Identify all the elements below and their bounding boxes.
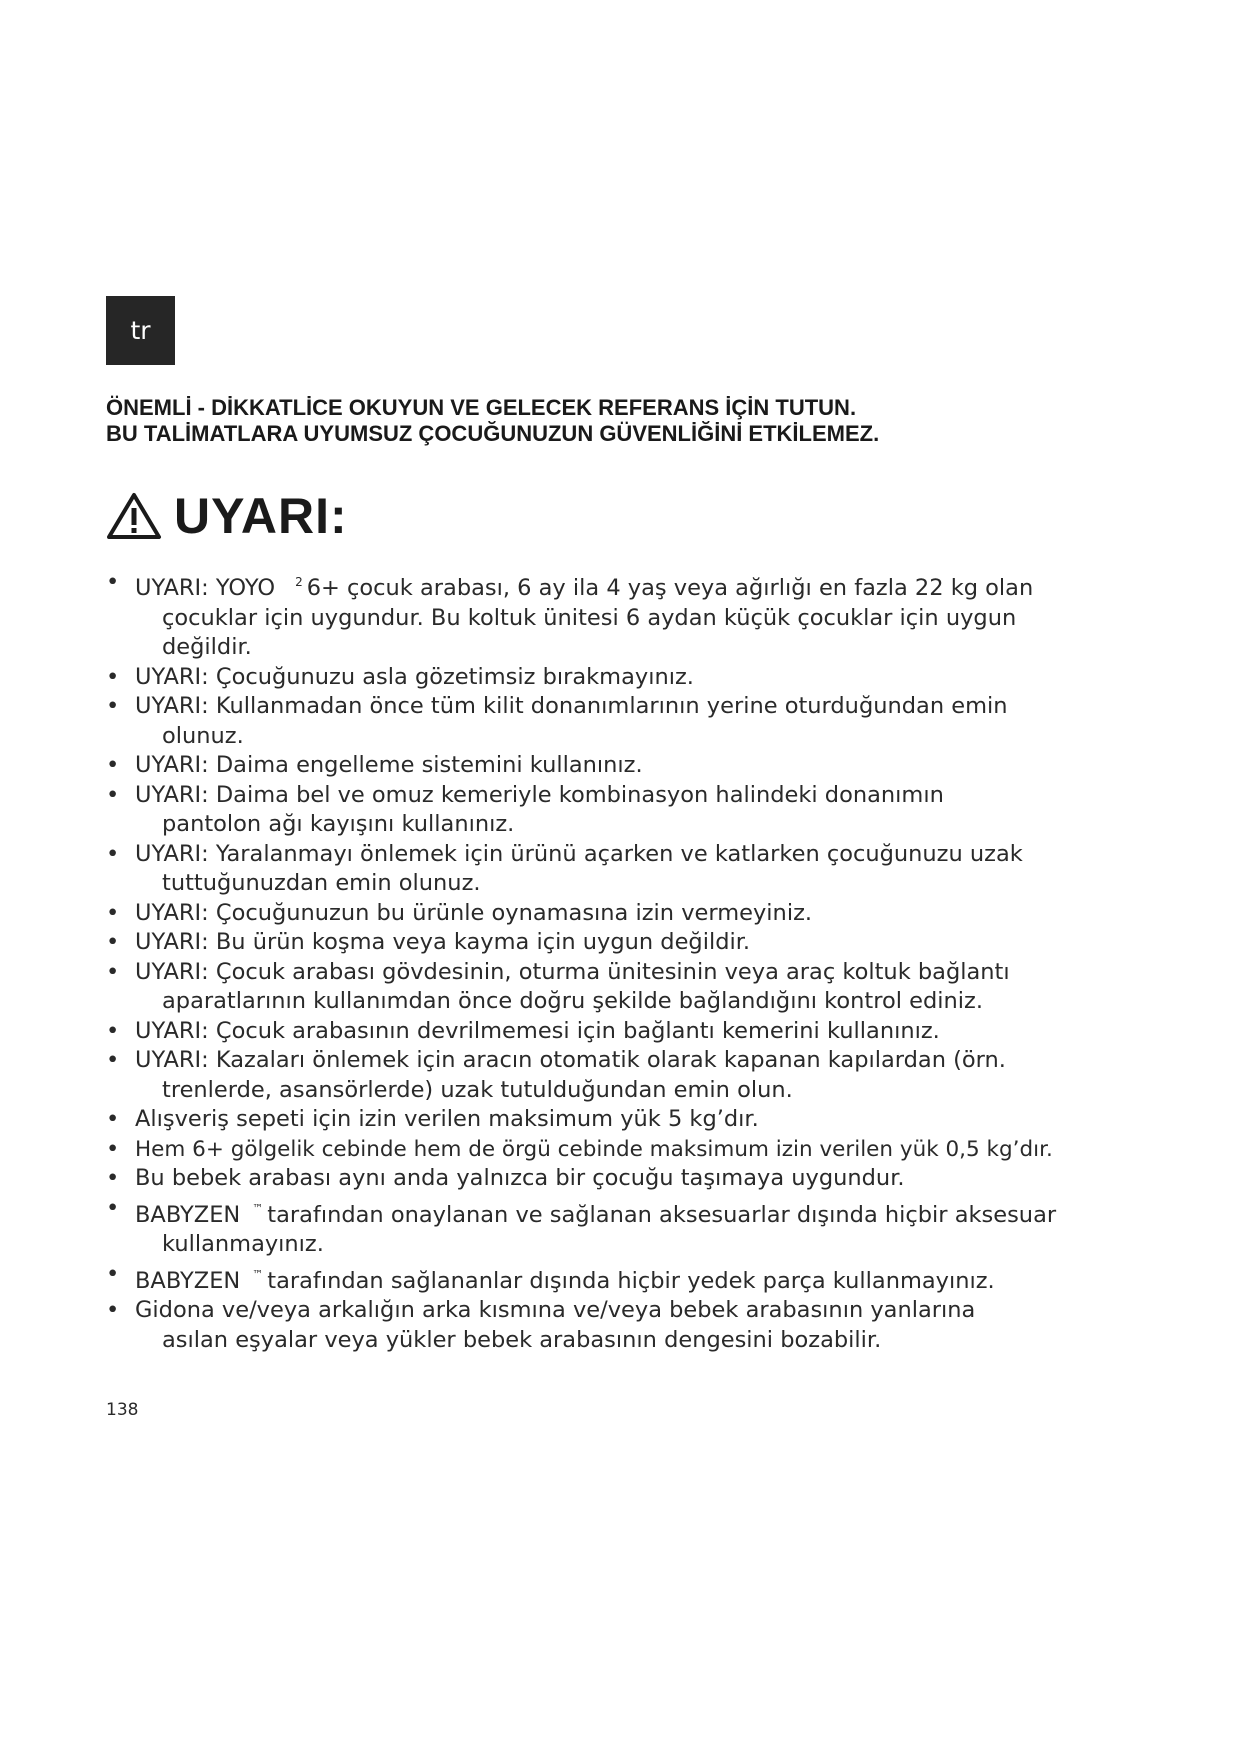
list-item [104, 692, 1164, 751]
list-item [104, 781, 1164, 840]
bullet: • [106, 663, 120, 690]
item-continuation: trenlerde, asansörlerde) uzak tutulduğundan emin olun. [162, 1076, 793, 1103]
warning-title: UYARI: [174, 488, 348, 544]
bullet: • [106, 693, 120, 719]
list-item [104, 928, 1164, 958]
item-text: tarafından onaylanan ve sağlanan aksesuarlar dışında hiçbir aksesuar [267, 1201, 1057, 1228]
item-continuation: çocuklar için uygundur. Bu koltuk ünitesi 6 aydan küçük çocuklar için uygun [162, 604, 1017, 631]
bullet: • [106, 1047, 120, 1073]
item-text: UYARI: Daima bel ve omuz kemeriyle kombinasyon halindeki donanımın [135, 781, 944, 808]
bullet: • [106, 1260, 120, 1287]
item-text: Hem 6+ gölgelik cebinde hem de örgü cebinde maksimum izin verilen yük 0,5 kg’dır. [135, 1136, 1053, 1162]
bullet: • [106, 840, 120, 867]
trademark-symbol: ™ [252, 1267, 264, 1281]
item-prefix: BABYZEN [135, 1267, 241, 1294]
list-item [104, 1017, 1164, 1047]
item-line [135, 1260, 1164, 1297]
list-item [104, 1135, 1164, 1165]
item-text: UYARI: Çocuğunuzu asla gözetimsiz bırakmayınız. [135, 663, 694, 690]
notice-line-2: BU TALİMATLARA UYUMSUZ ÇOCUĞUNUZUN GÜVENLİĞİNİ ETKİLEMEZ. [106, 421, 880, 446]
item-text: Alışveriş sepeti için izin verilen maksimum yük 5 kg’dır. [135, 1106, 759, 1132]
item-text: Bu bebek arabası aynı anda yalnızca bir çocuğu taşımaya uygundur. [135, 1165, 905, 1191]
item-text: UYARI: Çocuk arabasının devrilmemesi için bağlantı kemerini kullanınız. [135, 1017, 940, 1044]
bullet: • [106, 569, 120, 595]
page-number: 138 [106, 1400, 139, 1420]
bullet: • [106, 781, 120, 808]
item-text: UYARI: Daima engelleme sistemini kullanınız. [135, 752, 643, 778]
item-continuation: değildir. [162, 634, 252, 660]
item-text: UYARI: Yaralanmayı önlemek için ürünü açarken ve katlarken çocuğunuzu uzak [135, 840, 1023, 867]
trademark-symbol: ™ [252, 1201, 264, 1215]
bullet: • [106, 1106, 120, 1132]
list-item [104, 899, 1164, 929]
list-item [104, 958, 1164, 1017]
important-notice [106, 395, 1156, 447]
item-text: UYARI: Kazaları önlemek için aracın otomatik olarak kapanan kapılardan (örn. [135, 1047, 1006, 1073]
item-text: UYARI: Kullanmadan önce tüm kilit donanımlarının yerine oturduğundan emin [135, 693, 1008, 719]
list-item [104, 1105, 1164, 1135]
bullet: • [106, 1297, 120, 1323]
item-continuation: pantolon ağı kayışını kullanınız. [162, 811, 515, 837]
item-text: tarafından sağlananlar dışında hiçbir yedek parça kullanmayınız. [267, 1267, 995, 1294]
item-text: UYARI: Çocuğunuzun bu ürünle oynamasına izin vermeyiniz. [135, 899, 813, 926]
bullet: • [106, 929, 120, 955]
bullet: • [106, 1165, 120, 1191]
list-item [104, 568, 1164, 663]
bullet: • [106, 1135, 120, 1162]
list-item [104, 751, 1164, 781]
item-continuation: kullanmayınız. [162, 1231, 324, 1257]
item-continuation: tuttuğunuzdan emin olunuz. [162, 870, 481, 896]
item-prefix: BABYZEN [135, 1201, 241, 1228]
warning-triangle-icon [106, 491, 162, 541]
item-continuation: asılan eşyalar veya yükler bebek arabasının dengesini bozabilir. [162, 1326, 882, 1353]
item-line [135, 1194, 1164, 1231]
item-text: 6+ çocuk arabası, 6 ay ila 4 yaş veya ağırlığı en fazla 22 kg olan [306, 575, 1034, 601]
bullet: • [106, 958, 120, 985]
bullet: • [106, 1017, 120, 1044]
list-item [104, 1260, 1164, 1297]
item-text: UYARI: Bu ürün koşma veya kayma için uygun değildir. [135, 929, 751, 955]
item-line [135, 568, 1164, 604]
warning-heading [106, 486, 348, 546]
bullet: • [106, 899, 120, 926]
list-item [104, 840, 1164, 899]
superscript: 2 [295, 575, 303, 589]
bullet: • [106, 752, 120, 778]
list-item [104, 1164, 1164, 1194]
item-text: UYARI: Çocuk arabası gövdesinin, oturma ünitesinin veya araç koltuk bağlantı [135, 958, 1010, 985]
item-continuation: aparatlarının kullanımdan önce doğru şekilde bağlandığını kontrol ediniz. [162, 988, 983, 1014]
list-item [104, 1046, 1164, 1105]
language-badge: tr [106, 296, 175, 365]
notice-line-1: ÖNEMLİ - DİKKATLİCE OKUYUN VE GELECEK REFERANS İÇİN TUTUN. [106, 395, 857, 420]
warning-list [104, 568, 1164, 1355]
list-item [104, 1194, 1164, 1260]
item-prefix: UYARI: YOYO [135, 575, 276, 601]
item-text: Gidona ve/veya arkalığın arka kısmına ve/veya bebek arabasının yanlarına [135, 1297, 976, 1323]
item-continuation: olunuz. [162, 722, 244, 749]
bullet: • [106, 1194, 120, 1221]
list-item [104, 663, 1164, 693]
list-item [104, 1296, 1164, 1355]
